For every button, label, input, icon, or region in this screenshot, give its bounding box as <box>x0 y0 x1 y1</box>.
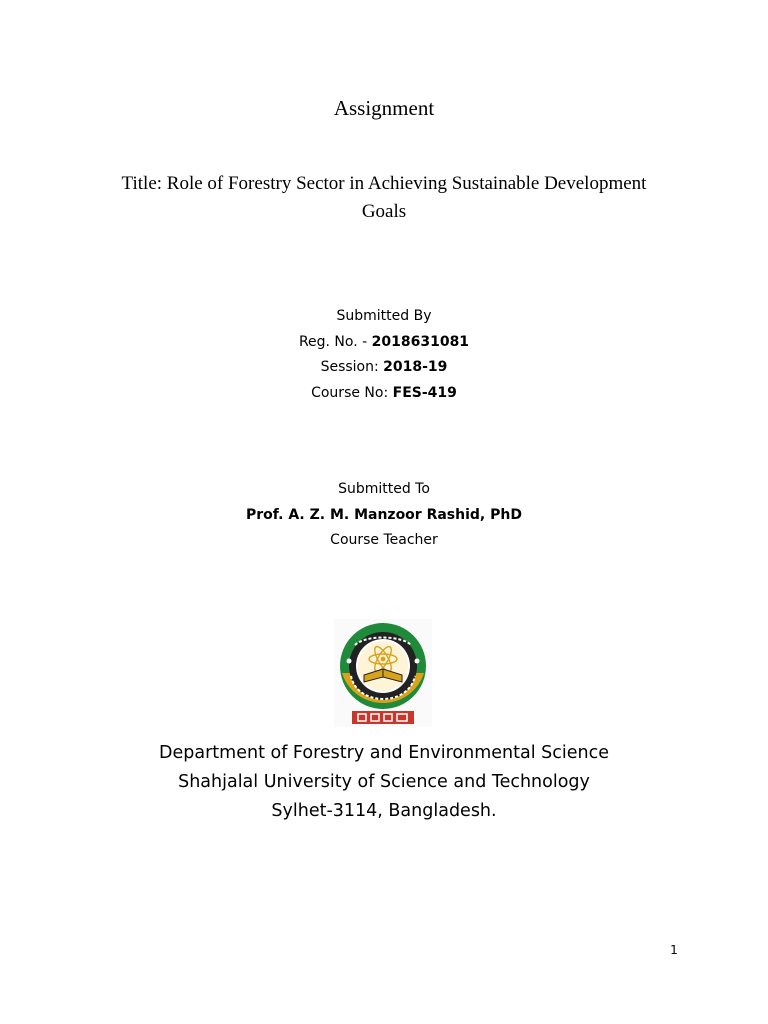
document-heading: Assignment <box>333 96 435 120</box>
session-value: 2018-19 <box>383 359 448 375</box>
registration-number: 2018631081 <box>371 333 470 350</box>
university-seal-icon <box>334 619 432 727</box>
department-name: Department of Forestry and Environmental Science <box>159 743 609 763</box>
teacher-role: Course Teacher <box>330 532 438 548</box>
assignment-title-line-2: Goals <box>361 201 407 222</box>
submitted-to-label: Submitted To <box>338 481 430 497</box>
registration-label: Reg. No. - <box>298 333 372 350</box>
session-label: Session: <box>320 359 384 375</box>
teacher-name: Prof. A. Z. M. Manzoor Rashid, PhD <box>246 506 522 523</box>
university-logo <box>334 619 432 727</box>
session-row <box>0 355 768 381</box>
page-number: 1 <box>670 943 678 957</box>
institution-address: Sylhet-3114, Bangladesh. <box>271 801 497 821</box>
submitted-by-section <box>0 304 768 406</box>
registration-row <box>0 330 768 356</box>
course-number: FES-419 <box>392 384 457 401</box>
assignment-title-line-1: Title: Role of Forestry Sector in Achieving Sustainable Development <box>121 173 647 194</box>
submitted-to-section <box>0 477 768 554</box>
university-name: Shahjalal University of Science and Technology <box>178 772 590 792</box>
assignment-title <box>90 170 678 226</box>
submitted-by-label: Submitted By <box>336 308 432 324</box>
course-row <box>0 381 768 407</box>
institution-block <box>0 739 768 826</box>
course-label: Course No: <box>311 384 393 401</box>
